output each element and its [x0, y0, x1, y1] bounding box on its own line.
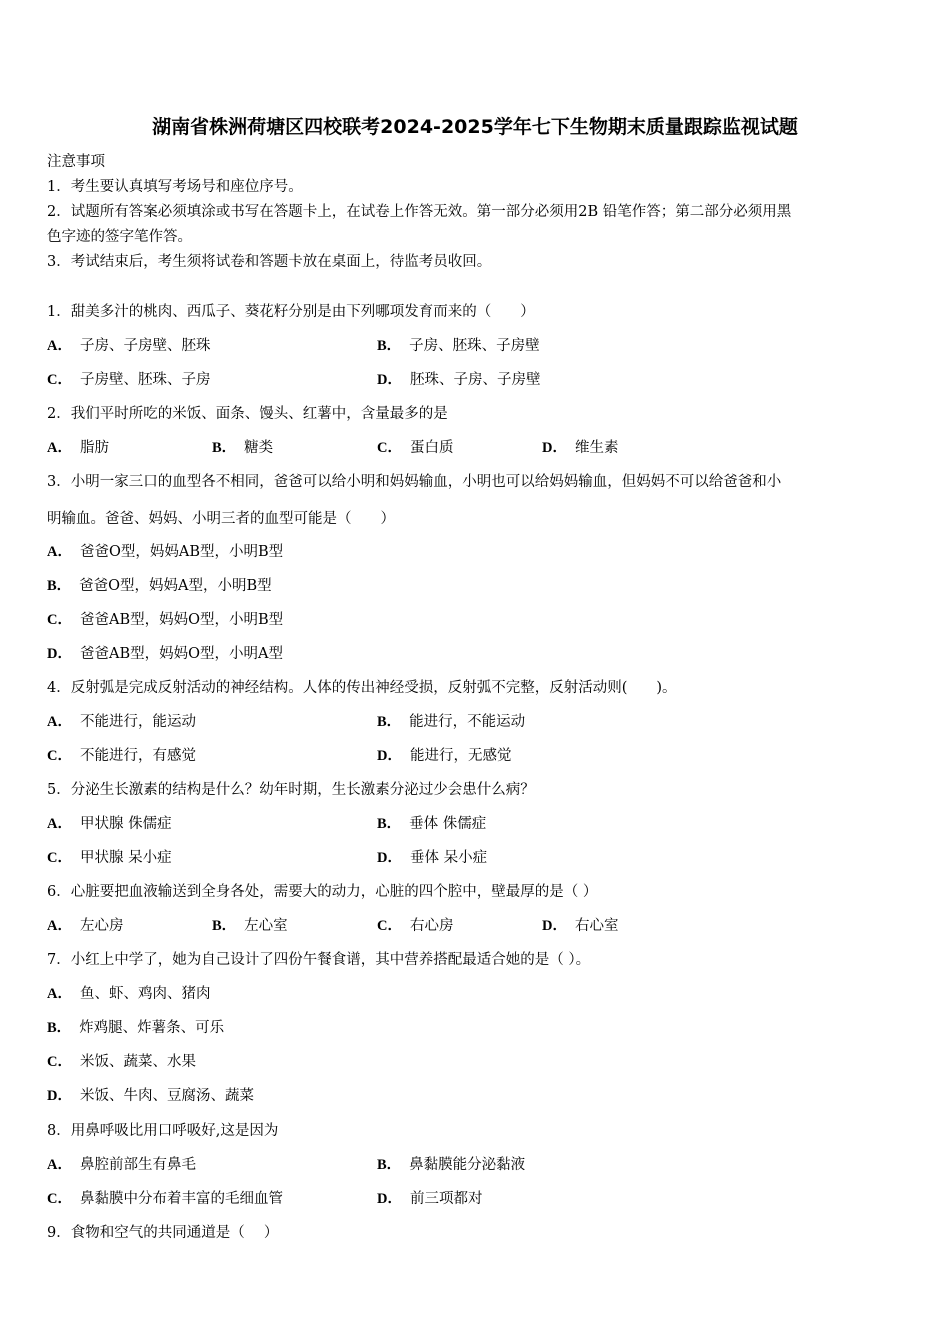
- question-1-option-a: [47, 334, 210, 355]
- question-7-option-a: [47, 982, 210, 1003]
- question-1-stem: 1．甜美多汁的桃肉、西瓜子、葵花籽分别是由下列哪项发育而来的（ ）: [47, 304, 535, 320]
- option-letter: B．: [377, 1157, 402, 1173]
- question-7-option-d: [47, 1084, 254, 1105]
- option-text: 爸爸O型，妈妈AB型，小明B型: [79, 544, 284, 560]
- option-text: 甲状腺 侏儒症: [79, 816, 172, 832]
- question-8-option-d: [377, 1187, 482, 1208]
- option-letter: D．: [377, 850, 402, 866]
- option-letter: D．: [377, 372, 402, 388]
- option-text: 右心房: [409, 918, 454, 934]
- option-text: 米饭、牛肉、豆腐汤、蔬菜: [79, 1088, 254, 1104]
- option-text: 垂体 侏儒症: [409, 816, 487, 832]
- question-8-option-a: [47, 1153, 196, 1174]
- option-letter: C．: [47, 1054, 72, 1070]
- option-text: 垂体 呆小症: [409, 850, 488, 866]
- option-letter: B．: [377, 816, 402, 832]
- question-8-stem: 8．用鼻呼吸比用口呼吸好,这是因为: [47, 1123, 279, 1139]
- question-3-option-c: [47, 608, 283, 629]
- page-title: 湖南省株洲荷塘区四校联考2024-2025学年七下生物期末质量跟踪监视试题: [152, 116, 798, 138]
- option-letter: B．: [377, 338, 402, 354]
- option-text: 不能进行，有感觉: [79, 748, 196, 764]
- question-5-option-d: [377, 846, 487, 867]
- option-text: 鼻黏膜能分泌黏液: [409, 1157, 526, 1173]
- question-6-option-a: [47, 914, 123, 935]
- option-text: 米饭、蔬菜、水果: [79, 1054, 196, 1070]
- option-text: 子房壁、胚珠、子房: [79, 372, 211, 388]
- option-text: 胚珠、子房、子房壁: [409, 372, 541, 388]
- notice-item: 1．考生要认真填写考场号和座位序号。: [47, 179, 303, 195]
- option-letter: A．: [47, 714, 72, 730]
- question-3-stem-line-2: 明输血。爸爸、妈妈、小明三者的血型可能是（ ）: [47, 511, 395, 527]
- option-text: 左心房: [79, 918, 124, 934]
- question-3-stem-line-1: 3．小明一家三口的血型各不相同，爸爸可以给小明和妈妈输血，小明也可以给妈妈输血，但妈妈不可以给爸爸和小: [47, 474, 782, 490]
- option-letter: B．: [47, 578, 72, 594]
- question-6-option-b: [212, 914, 288, 935]
- question-6-option-c: [377, 914, 453, 935]
- question-8-option-b: [377, 1153, 525, 1174]
- option-text: 鼻腔前部生有鼻毛: [79, 1157, 196, 1173]
- question-5-option-b: [377, 812, 486, 833]
- question-3-option-b: [47, 574, 272, 595]
- option-text: 子房、子房壁、胚珠: [79, 338, 211, 354]
- question-5-stem: 5．分泌生长激素的结构是什么？幼年时期，生长激素分泌过少会患什么病？: [47, 782, 535, 798]
- option-letter: B．: [212, 918, 237, 934]
- question-1-option-b: [377, 334, 540, 355]
- option-text: 左心室: [244, 918, 288, 934]
- option-text: 维生素: [574, 440, 619, 456]
- option-letter: A．: [47, 986, 72, 1002]
- notice-item: 色字迹的签字笔作答。: [47, 229, 192, 245]
- option-letter: A．: [47, 918, 72, 934]
- option-letter: A．: [47, 544, 72, 560]
- question-4-option-d: [377, 744, 511, 765]
- notice-section: [47, 150, 907, 275]
- option-letter: C．: [377, 918, 402, 934]
- notice-item: 3．考试结束后，考生须将试卷和答题卡放在桌面上，待监考员收回。: [47, 254, 492, 270]
- option-letter: B．: [377, 714, 402, 730]
- option-letter: D．: [542, 440, 567, 456]
- question-2-option-c: [377, 436, 453, 457]
- question-2-option-b: [212, 436, 273, 457]
- option-text: 子房、胚珠、子房壁: [409, 338, 540, 354]
- notice-item: 2．试题所有答案必须填涂或书写在答题卡上，在试卷上作答无效。第一部分必须用2B 铅笔作答；第二部分必须用黑: [47, 204, 792, 220]
- option-text: 爸爸O型，妈妈A型，小明B型: [79, 578, 272, 594]
- question-2-stem: 2．我们平时所吃的米饭、面条、馒头、红薯中，含量最多的是: [47, 406, 448, 422]
- option-text: 蛋白质: [409, 440, 454, 456]
- question-4-option-c: [47, 744, 196, 765]
- option-text: 甲状腺 呆小症: [79, 850, 172, 866]
- option-letter: A．: [47, 1157, 72, 1173]
- option-text: 右心室: [574, 918, 619, 934]
- option-letter: C．: [47, 372, 72, 388]
- option-letter: B．: [47, 1020, 72, 1036]
- option-letter: A．: [47, 816, 72, 832]
- question-3-option-d: [47, 642, 283, 663]
- option-letter: B．: [212, 440, 237, 456]
- question-7-option-b: [47, 1016, 224, 1037]
- question-9-stem: 9．食物和空气的共同通道是（ ）: [47, 1225, 279, 1241]
- option-letter: D．: [377, 1191, 402, 1207]
- question-5-option-a: [47, 812, 172, 833]
- question-8-option-c: [47, 1187, 283, 1208]
- option-text: 脂肪: [79, 440, 109, 456]
- question-1-option-c: [47, 368, 210, 389]
- option-letter: C．: [47, 612, 72, 628]
- question-4-option-a: [47, 710, 196, 731]
- option-letter: C．: [47, 1191, 72, 1207]
- option-letter: C．: [47, 850, 72, 866]
- option-text: 不能进行，能运动: [79, 714, 196, 730]
- option-text: 能进行，无感觉: [409, 748, 512, 764]
- option-letter: D．: [377, 748, 402, 764]
- option-letter: C．: [377, 440, 402, 456]
- question-2-option-a: [47, 436, 109, 457]
- option-text: 鼻黏膜中分布着丰富的毛细血管: [79, 1191, 283, 1207]
- question-7-stem: 7．小红上中学了，她为自己设计了四份午餐食谱，其中营养搭配最适合她的是（ ）。: [47, 952, 591, 968]
- option-letter: D．: [542, 918, 567, 934]
- question-6-option-d: [542, 914, 618, 935]
- option-letter: D．: [47, 1088, 72, 1104]
- option-text: 炸鸡腿、炸薯条、可乐: [79, 1020, 225, 1036]
- option-letter: A．: [47, 338, 72, 354]
- option-letter: D．: [47, 646, 72, 662]
- option-text: 爸爸AB型，妈妈O型，小明B型: [79, 612, 284, 628]
- question-3-option-a: [47, 540, 283, 561]
- option-text: 能进行，不能运动: [409, 714, 526, 730]
- option-text: 鱼、虾、鸡肉、猪肉: [79, 986, 211, 1002]
- question-1-option-d: [377, 368, 540, 389]
- option-text: 爸爸AB型，妈妈O型，小明A型: [79, 646, 283, 662]
- question-7-option-c: [47, 1050, 196, 1071]
- question-2-option-d: [542, 436, 618, 457]
- question-5-option-c: [47, 846, 172, 867]
- option-text: 糖类: [244, 440, 274, 456]
- option-letter: A．: [47, 440, 72, 456]
- question-4-option-b: [377, 710, 525, 731]
- question-4-stem: 4．反射弧是完成反射活动的神经结构。人体的传出神经受损，反射弧不完整，反射活动则( )。: [47, 680, 677, 696]
- option-text: 前三项都对: [409, 1191, 483, 1207]
- option-letter: C．: [47, 748, 72, 764]
- notice-heading: 注意事项: [47, 154, 105, 170]
- question-6-stem: 6．心脏要把血液输送到全身各处，需要大的动力，心脏的四个腔中，壁最厚的是（ ）: [47, 884, 598, 900]
